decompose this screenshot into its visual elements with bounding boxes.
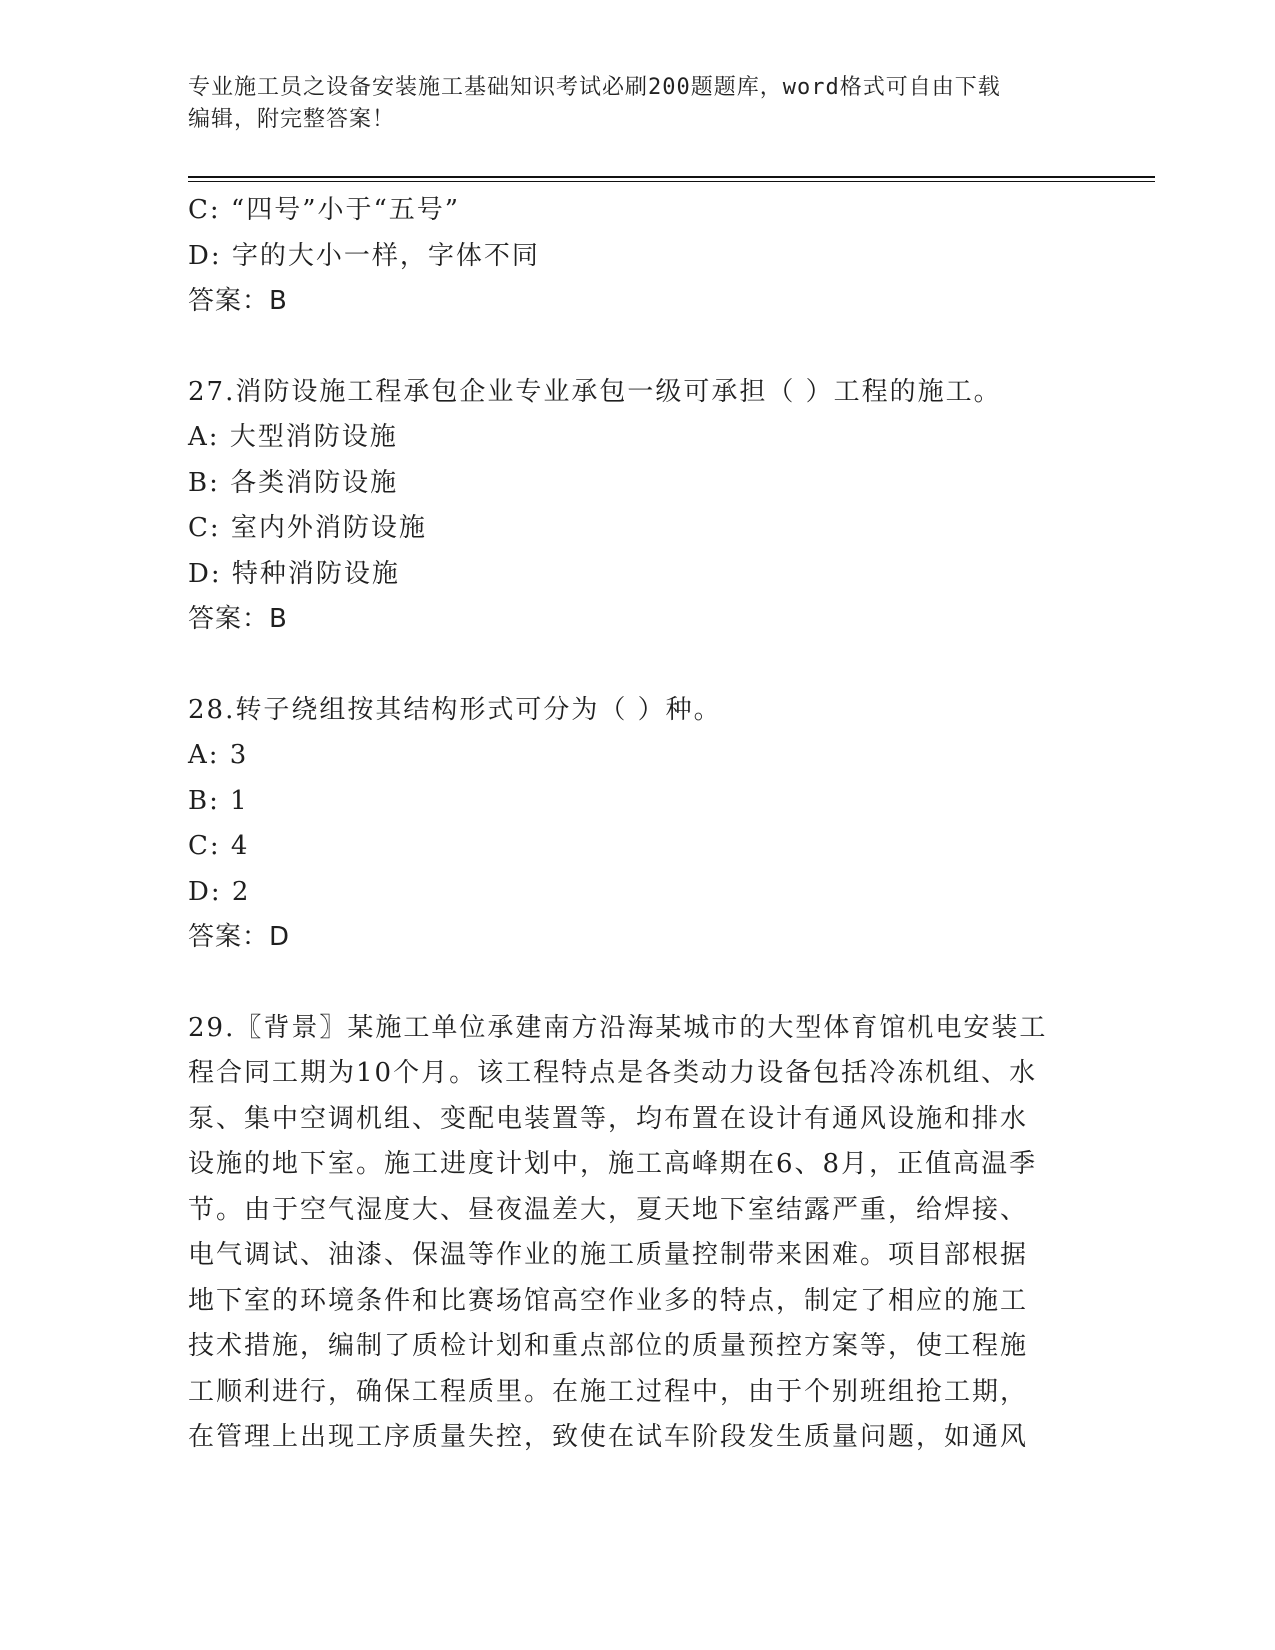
spacer (188, 961, 1088, 1006)
answer-line: 答案：B (188, 286, 288, 316)
paragraph-line: 技术措施，编制了质检计划和重点部位的质量预控方案等，使工程施 (188, 1331, 1029, 1361)
spacer (188, 325, 1088, 370)
paragraph-line: 电气调试、油漆、保温等作业的施工质量控制带来困难。项目部根据 (188, 1240, 1029, 1270)
paragraph-line: 29.〖背景〗某施工单位承建南方沿海某城市的大型体育馆机电安装工 (188, 1012, 1048, 1043)
paragraph-line: 在管理上出现工序质量失控，致使在试车阶段发生质量问题，如通风 (188, 1422, 1029, 1452)
header-title-line-1: 专业施工员之设备安装施工基础知识考试必刷200题题库，word格式可自由下载 (188, 75, 1001, 100)
question-29 (188, 1006, 1088, 1461)
question-stem: 27.消防设施工程承包企业专业承包一级可承担（ ）工程的施工。 (188, 376, 1002, 407)
question-27 (188, 370, 1088, 643)
option-c: C: 4 (188, 831, 250, 861)
question-list (188, 188, 1088, 1461)
paragraph-line: 地下室的环境条件和比赛场馆高空作业多的特点，制定了相应的施工 (188, 1285, 1029, 1316)
header-title-line-2: 编辑，附完整答案！ (188, 107, 396, 132)
option-d: D: 特种消防设施 (188, 558, 400, 589)
question-28 (188, 688, 1088, 961)
paragraph-line: 设施的地下室。施工进度计划中，施工高峰期在6、8月，正值高温季 (188, 1149, 1038, 1179)
paragraph-line: 泵、集中空调机组、变配电装置等，均布置在设计有通风设施和排水 (188, 1103, 1029, 1134)
option-b: B: 1 (188, 785, 249, 816)
option-d: D: 2 (188, 876, 251, 907)
header-divider-thick (188, 176, 1155, 178)
paragraph-line: 工顺利进行，确保工程质里。在施工过程中，由于个别班组抢工期， (188, 1376, 1029, 1407)
page-header (188, 72, 1088, 136)
answer-line: 答案：D (188, 922, 291, 952)
option-c: C: 室内外消防设施 (188, 513, 427, 543)
header-divider-thin (188, 181, 1155, 182)
paragraph-line: 程合同工期为10个月。该工程特点是各类动力设备包括冷冻机组、水 (188, 1058, 1038, 1088)
option-b: B: 各类消防设施 (188, 467, 399, 498)
option-c: C: “四号”小于“五号” (188, 195, 461, 225)
answer-line: 答案：B (188, 604, 288, 634)
question-stem: 28.转子绕组按其结构形式可分为（ ）种。 (188, 694, 722, 725)
question-26-tail (188, 188, 1088, 325)
spacer (188, 643, 1088, 688)
option-a: A: 大型消防设施 (188, 422, 398, 452)
option-a: A: 3 (188, 740, 249, 770)
option-d: D: 字的大小一样，字体不同 (188, 240, 540, 271)
paragraph-line: 节。由于空气湿度大、昼夜温差大，夏天地下室结露严重，给焊接、 (188, 1194, 1029, 1225)
